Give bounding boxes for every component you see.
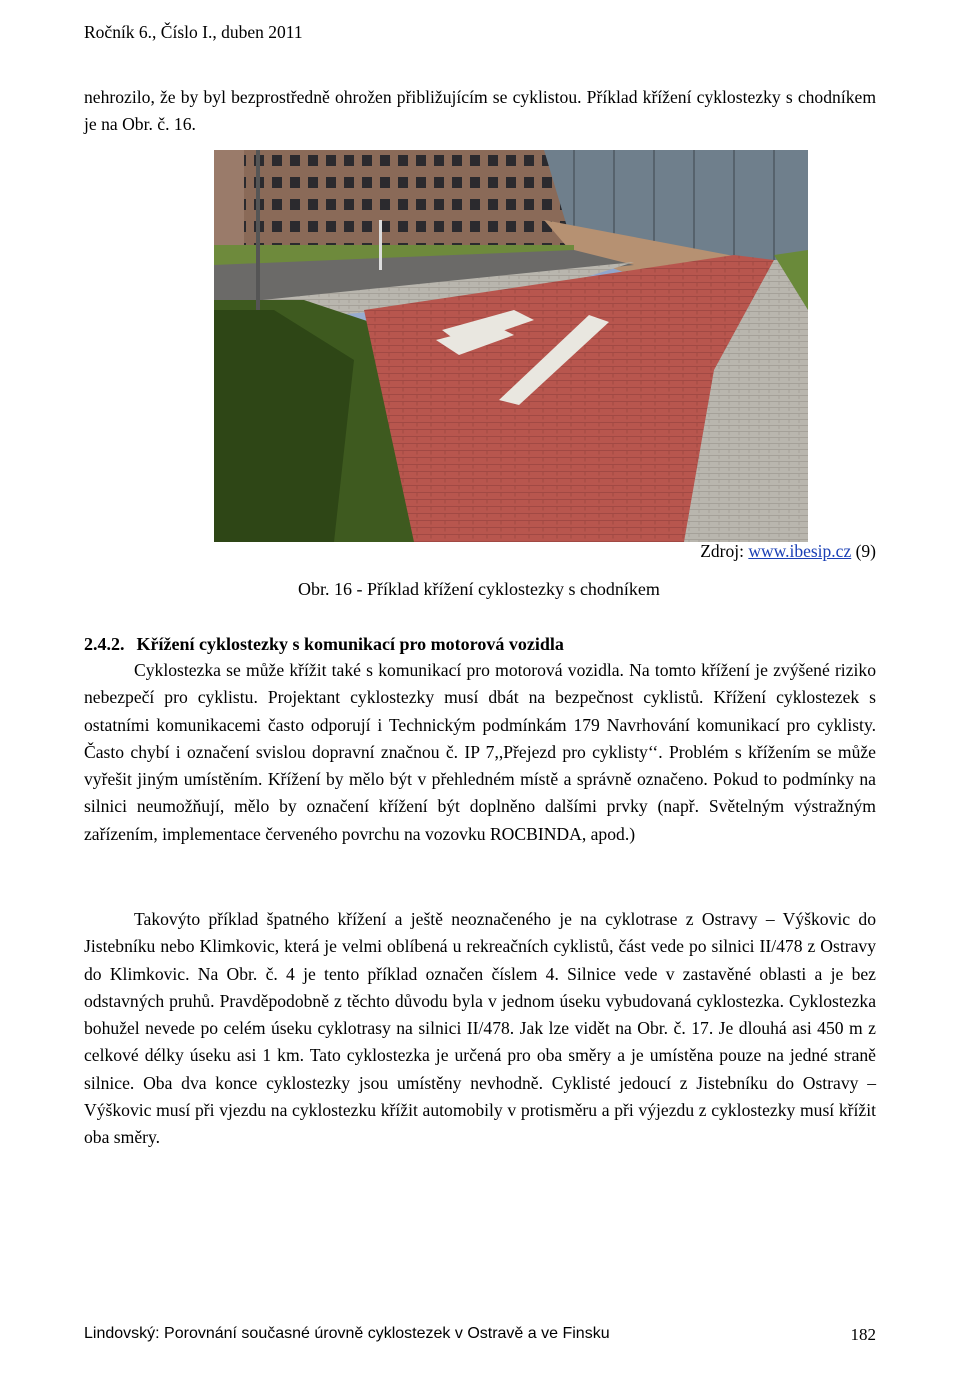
footer-title: Lindovský: Porovnání současné úrovně cyklostezek v Ostravě a ve Finsku <box>84 1325 610 1342</box>
source-prefix: Zdroj: <box>700 541 749 561</box>
intro-paragraph: nehrozilo, že by byl bezprostředně ohrožen přibližujícím se cyklistou. Příklad křížení cyklostezky s chodníkem je na Obr. č. 16. <box>84 87 876 135</box>
page-number: 182 <box>850 1325 876 1344</box>
body-paragraph: Takovýto příklad špatného křížení a ještě neoznačeného je na cyklotrase z Ostravy – Výškovic do Jistebníku nebo Klimkovic, která je velmi oblíbená u rekreačních cyklistů, část vede po silnici II/478 z Ostravy do Klimkovic. Na Obr. č. 4 je tento příklad označen číslem 4. Silnice vede v zastavěné oblasti a je bez odstavných pruhů. Pravděpodobně z těchto důvodu byla v jednom úseku vybudovaná cyklostezka. Cyklostezka bohužel nevede po celém úseku cyklotrasy na silnici II/478. Jak lze vidět na Obr. č. 17. Je dlouhá asi 450 m z celkové délky úseku asi 1 km. Tato cyklostezka je určená pro oba směry a je umístěna pouze na jedné straně silnice. Oba dva konce cyklostezky jsou umístěny nevhodně. Cyklisté jedoucí z Jistebníku do Ostravy – Výškovic musí při vjezdu na cyklostezku křížit automobily v protisměru a při výjezdu z cyklostezky musí křížit oba směry. <box>84 909 876 1148</box>
figure-photo <box>214 150 808 542</box>
figure-caption: Obr. 16 - Příklad křížení cyklostezky s chodníkem <box>298 579 660 599</box>
bike-path-photo <box>214 150 808 542</box>
source-suffix: (9) <box>851 541 876 561</box>
figure-source <box>700 541 876 562</box>
body-paragraph: Cyklostezka se může křížit také s komunikací pro motorová vozidla. Na tomto křížení je zvýšené riziko nebezpečí pro cyklistu. Projektant cyklostezky musí dbát na bezpečnost cyklistů. Křížení cyklostezek s ostatními komunikacemi často odporují i Technickým podmínkám 179 Navrhování komunikací pro cyklisty. Často chybí i označení svislou dopravní značnou č. IP 7,,Přejezd pro cyklisty‘‘. Problém s křížením se může vyřešit jiným umístěním. Křížení by mělo být v přehledném místě a správně označeno. Pokud to podmínky na silnici neumožňují, mělo by označení křížení být doplněno dalšími prvky (např. Světelným výstražným zařízením, implementace červeného povrchu na vozovku ROCBINDA, apod.) <box>84 660 876 844</box>
section-number: 2.4.2. <box>84 634 125 654</box>
section-heading <box>84 634 564 655</box>
section-title: Křížení cyklostezky s komunikací pro motorová vozidla <box>136 634 564 654</box>
page-header: Ročník 6., Číslo I., duben 2011 <box>84 22 303 42</box>
source-link[interactable]: www.ibesip.cz <box>748 541 852 561</box>
